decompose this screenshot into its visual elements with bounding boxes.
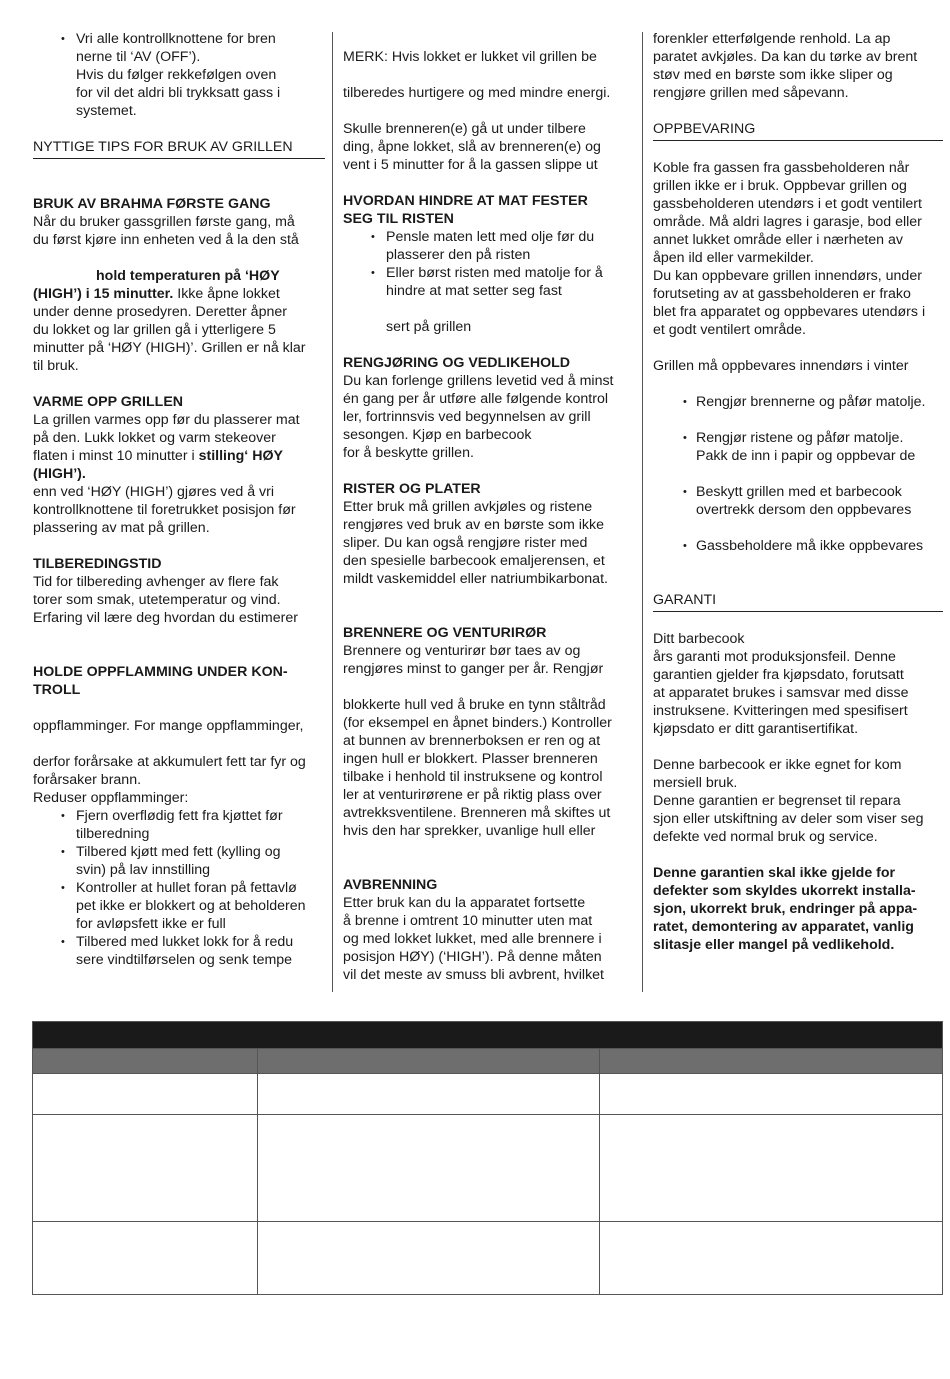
text-line: støv med en børste som ikke sliper og [653,67,893,83]
text-line: systemet. [76,103,137,119]
text-line: instruksene. Kvitteringen med spesifisert [653,703,908,719]
text-line: du lokket og lar grillen gå i ytterligere 5 [33,322,276,338]
section-heading-grates: RISTER OG PLATER [343,481,481,497]
text-line: (for eksempel en åpnet binders.) Kontroller [343,715,612,731]
text-line: rengjøre grillen med såpevann. [653,85,849,101]
text-line: gassbeholderen utendørs i et godt ventilert [653,196,922,212]
list-item: • Kontroller at hullet foran på fettavlø [33,879,325,897]
list-item: • Rengjør ristene og påfør matolje. [653,429,943,447]
text-line: på den. Lukk lokket og varm stekeover [33,430,276,446]
table-cell [258,1074,600,1115]
text-line: forårsaker brann. [33,772,142,788]
section-heading-burners: BRENNERE OG VENTURIRØR [343,625,547,641]
section-heading-burnoff: AVBRENNING [343,877,438,893]
text-line: Du kan forlenge grillens levetid ved å minst [343,373,614,389]
text-line: sere vindtilførselen og senk tempe [76,952,293,968]
section-heading-heat: VARME OPP GRILLEN [33,394,184,410]
text-bold: ratet, demontering av apparatet, vanlig [653,919,914,935]
table-row [33,1222,943,1295]
text-line: at apparatet brukes i samsvar med disse [653,685,909,701]
text-line: kjøpsdato er ditt garantisertifikat. [653,721,859,737]
text-line: Denne barbecook er ikke egnet for kom [653,757,902,773]
text-line: grillen ikke er i bruk. Oppbevar grillen og [653,178,907,194]
text-span: Ikke åpne lokket [173,286,280,302]
text-line: rengjøres minst to ganger per år. Rengjør [343,661,604,677]
text-line: MERK: Hvis lokket er lukket vil grillen be [343,49,597,65]
text-line: La grillen varmes opp før du plasserer mat [33,412,300,428]
text-line: Ditt barbecook [653,631,745,647]
list-item: • Fjern overflødig fett fra kjøttet før [33,807,325,825]
list-item: • Gassbeholdere må ikke oppbevares [653,537,943,555]
text-line: Reduser oppflamminger: [33,790,189,806]
list-item: • Rengjør brennerne og påfør matolje. [653,393,943,411]
sticking-bullet-list [343,228,633,300]
text-line: enn ved ‘HØY (HIGH’) gjøres ved å vri [33,484,275,500]
list-item: • Tilbered kjøtt med fett (kylling og [33,843,325,861]
text-line: sliper. Du kan også rengjøre rister med [343,535,588,551]
text-line: pet ikke er blokkert og at beholderen [76,898,306,914]
text-line: blokkerte hull ved å bruke en tynn ståltråd [343,697,606,713]
text-line: avtrekksventilene. Brenneren må skiftes ut [343,805,611,821]
text-line: sjon eller utskiftning av deler som viser seg [653,811,924,827]
text-line: at bunnen av brennerboksen er ren og at [343,733,601,749]
text-line: vent i 5 minutter for å la gassen slippe ut [343,157,598,173]
text-line: tilberedes hurtigere og med mindre energi. [343,85,611,101]
text-bold: (HIGH’). [33,466,86,482]
section-heading-cook-time: TILBEREDINGSTID [33,556,162,572]
text-line: Koble fra gassen fra gassbeholderen når [653,160,910,176]
text-bold: hold temperaturen på ‘HØY [96,268,280,284]
column-3 [653,30,943,954]
text-line: mersiell bruk. [653,775,738,791]
text-bold: defekter som skyldes ukorrekt installa- [653,883,916,899]
text-line: for avløpsfett ikke er full [76,916,226,932]
text-line: Etter bruk kan du la apparatet fortsette [343,895,586,911]
section-heading-flare: HOLDE OPPFLAMMING UNDER KON- [33,664,288,680]
table-title-bar [33,1022,943,1049]
section-heading-sticking: HVORDAN HINDRE AT MAT FESTER [343,193,588,209]
table-cell [600,1222,943,1295]
text-line: defekte ved normal bruk og service. [653,829,878,845]
text-line: ding, åpne lokket, slå av brenneren(e) og [343,139,601,155]
text-line: Hvis du følger rekkefølgen oven [76,67,277,83]
text-bold: (HIGH’) i 15 minutter. [33,286,174,302]
text-line: oppflamminger. For mange oppflamminger, [33,718,304,734]
winter-bullet-list [653,393,943,555]
list-item: • Pensle maten lett med olje før du [343,228,633,246]
table-header-cell [33,1049,258,1074]
text-line: annet lukket område eller i nærheten av [653,232,903,248]
text-bold: stilling‘ HØY [198,448,283,464]
text-line: for å beskytte grillen. [343,445,474,461]
text-line: sert på grillen [386,319,472,335]
text-line: garantien gjelder fra kjøpsdato, forutsatt [653,667,904,683]
text-line: Pakk de inn i papir og oppbevar de [696,448,916,464]
text-line: tilbake i henhold til instruksene og kontrol [343,769,603,785]
text-line: åpen ild eller varmekilder. [653,250,814,266]
text-line: mildt vaskemiddel eller natriumbikarbonat. [343,571,608,587]
text-line: torer som smak, utetemperatur og vind. [33,592,281,608]
text-line: ingen hull er blokkert. Plasser brenneren [343,751,598,767]
text-line: nerne til ‘AV (OFF’). [76,49,201,65]
table-header-cell [600,1049,943,1074]
text-span: flaten i minst 10 minutter i [33,448,199,464]
text-line: derfor forårsake at akkumulert fett tar fyr og [33,754,306,770]
text-line: Grillen må oppbevares innendørs i vinter [653,358,909,374]
text-line: Denne garantien er begrenset til repara [653,793,901,809]
text-line: å brenne i omtrent 10 minutter uten mat [343,913,593,929]
text-line: overtrekk dersom den oppbevares [696,502,912,518]
table-cell [33,1222,258,1295]
list-item: • Eller børst risten med matolje for å [343,264,633,282]
table-cell [33,1074,258,1115]
text-line: Etter bruk må grillen avkjøles og ristene [343,499,593,515]
table-cell [258,1222,600,1295]
list-item: • Beskytt grillen med et barbecook [653,483,943,501]
text-line: for vil det aldri bli trykksatt gass i [76,85,281,101]
column-divider [642,32,643,992]
section-heading-sticking-cont: SEG TIL RISTEN [343,211,454,227]
text-line: plassering av mat på grillen. [33,520,210,536]
section-heading-warranty: GARANTI [653,591,943,612]
text-line: hvis den har sprekker, uvanlige hull eller [343,823,596,839]
text-line: og med lokket lukket, med alle brennere i [343,931,602,947]
text-line: forenkler etterfølgende renhold. La ap [653,31,891,47]
flare-bullet-list [33,807,325,969]
text-line: minutter på ‘HØY (HIGH)’. Grillen er nå klar [33,340,306,356]
text-line: område. Må aldri lagres i garasje, bod eller [653,214,922,230]
text-line: tilberedning [76,826,150,842]
troubleshooting-table [32,1021,943,1295]
table-row [33,1074,943,1115]
section-heading-tips: NYTTIGE TIPS FOR BRUK AV GRILLEN [33,138,325,159]
text-line: blet fra apparatet og oppbevares utendørs i [653,304,926,320]
section-heading-cleaning: RENGJØRING OG VEDLIKEHOLD [343,355,571,371]
bullet-gas-off [33,30,325,120]
text-line: Skulle brenneren(e) gå ut under tilbere [343,121,586,137]
text-line: under denne prosedyren. Deretter åpner [33,304,287,320]
text-line: års garanti mot produksjonsfeil. Denne [653,649,896,665]
text-line: paratet avkjøles. Da kan du tørke av brent [653,49,918,65]
section-heading-first-use: BRUK AV BRAHMA FØRSTE GANG [33,196,271,212]
text-line: Erfaring vil lære deg hvordan du estimerer [33,610,298,626]
column-1 [33,30,325,969]
column-divider [332,32,333,992]
text-line: vil det meste av smuss bli avbrent, hvilket [343,967,604,983]
list-item: • Tilbered med lukket lokk for å redu [33,933,325,951]
text-line: Når du bruker gassgrillen første gang, må [33,214,295,230]
text-line: ler at venturirørene er på riktig plass over [343,787,602,803]
table-cell [600,1074,943,1115]
text-line: Tid for tilbereding avhenger av flere fak [33,574,279,590]
text-bold: sjon, ukorrekt bruk, endringer på appa- [653,901,918,917]
text-line: plasserer den på risten [386,247,531,263]
table-cell [258,1115,600,1222]
text-line: til bruk. [33,358,79,374]
text-bold: slitasje eller mangel på vedlikehold. [653,937,895,953]
table-cell [600,1115,943,1222]
text-line: sesongen. Kjøp en barbecook [343,427,532,443]
column-2 [343,30,633,984]
text-line: forutseting av at gassbeholderen er frako [653,286,911,302]
text-line: ler, fortrinnsvis ved begynnelsen av grill [343,409,591,425]
text-line: et godt ventilert område. [653,322,806,338]
text-line: svin) på lav innstilling [76,862,211,878]
text-line: hindre at mat setter seg fast [386,283,562,299]
text-line: du først kjøre inn enheten ved å la den stå [33,232,299,248]
text-line: Du kan oppbevare grillen innendørs, under [653,268,922,284]
text-line: Brennere og venturirør bør taes av og [343,643,581,659]
table-cell [33,1115,258,1222]
text-line: kontrollknottene til foretrukket posisjon før [33,502,296,518]
text-line: den spesielle barbecook emaljerensen, et [343,553,605,569]
text-line: rengjøres ved bruk av en børste som ikke [343,517,604,533]
table-header-cell [258,1049,600,1074]
table-header-row [33,1049,943,1074]
section-heading-flare-cont: TROLL [33,682,81,698]
text-line: posisjon HØY) (‘HIGH’). På denne måten [343,949,602,965]
section-heading-storage: OPPBEVARING [653,120,943,141]
text-line: én gang per år utføre alle følgende kontrol [343,391,608,407]
text-line: • Vri alle kontrollknottene for bren [33,30,325,48]
table-row [33,1115,943,1222]
text-bold: Denne garantien skal ikke gjelde for [653,865,896,881]
table-title-cell [33,1022,943,1049]
